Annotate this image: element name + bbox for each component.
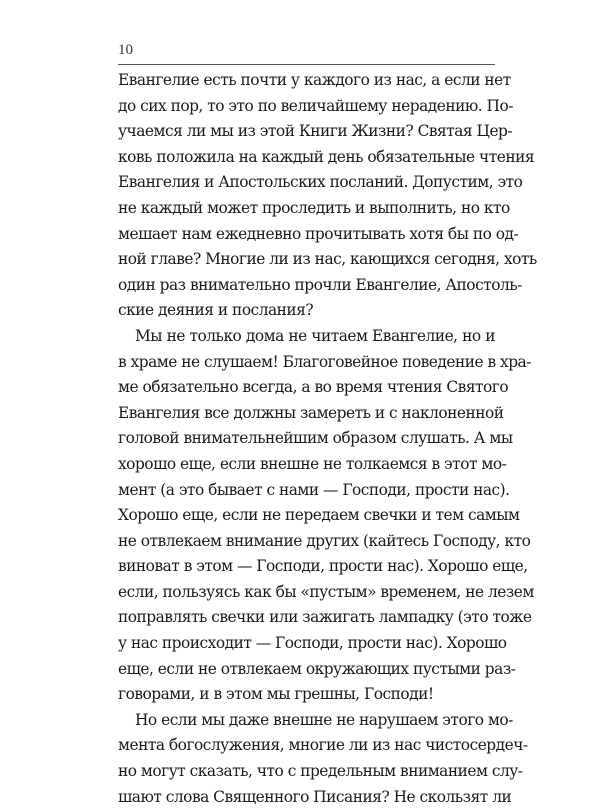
- text-line: Хорошо еще, если не передаем свечки и тем самым: [118, 506, 520, 525]
- text-body: [118, 68, 537, 810]
- text-line: в храме не слушаем! Благоговейное поведение в хра-: [118, 352, 531, 371]
- text-line: но могут сказать, что с предельным вниманием слу-: [118, 762, 523, 781]
- text-line: хорошо еще, если внешне не толкаемся в этот мо-: [118, 454, 507, 473]
- text-line: ной главе? Многие ли из нас, кающихся сегодня, хоть: [118, 250, 537, 269]
- text-line: у нас происходит — Господи, прости нас). Хорошо: [118, 634, 507, 653]
- text-line: ковь положила на каждый день обязательные чтения: [118, 147, 535, 166]
- text-line: не отвлекаем внимание других (кайтесь Господу, кто: [118, 531, 531, 550]
- text-line: мент (а это бывает с нами — Господи, прости нас).: [118, 480, 510, 499]
- page-number: 10: [118, 42, 133, 58]
- paragraph-3: [118, 708, 528, 810]
- text-line: не каждый может проследить и выполнить, но кто: [118, 198, 510, 217]
- text-line: шают слова Священного Писания? Не скользят ли: [118, 787, 512, 806]
- text-line: Мы не только дома не читаем Евангелие, но и: [135, 326, 495, 345]
- text-line: ме обязательно всегда, а во время чтения Святого: [118, 378, 509, 397]
- text-line: если, пользуясь как бы «пустым» временем, не лезем: [118, 582, 534, 601]
- text-line: головой внимательнейшим образом слушать. А мы: [118, 429, 513, 448]
- text-line: мешает нам ежедневно прочитывать хотя бы по од-: [118, 224, 519, 243]
- text-line: Евангелие есть почти у каждого из нас, а если нет: [118, 71, 511, 89]
- text-line: до сих пор, то это по величайшему нерадению. По-: [118, 96, 513, 115]
- text-line: виноват в этом — Господи, прости нас). Хорошо еще,: [118, 557, 528, 576]
- text-line: еще, если не отвлекаем окружающих пустыми раз-: [118, 659, 516, 678]
- text-line: Евангелия и Апостольских посланий. Допустим, это: [118, 173, 523, 192]
- text-line: говорами, и в этом мы грешны, Господи!: [118, 685, 434, 704]
- paragraph-1: [118, 68, 537, 324]
- text-line: Евангелия все должны замереть и с наклоненной: [118, 403, 504, 422]
- paragraph-2: [118, 324, 534, 708]
- header-rule: [118, 64, 495, 65]
- text-line: мента богослужения, многие ли из нас чистосердеч-: [118, 736, 528, 755]
- text-line: ские деяния и послания?: [118, 301, 314, 320]
- text-line: Но если мы даже внешне не нарушаем этого мо-: [135, 710, 513, 729]
- text-line: один раз внимательно прочли Евангелие, Апостоль-: [118, 275, 522, 294]
- text-line: учаемся ли мы из этой Книги Жизни? Святая Цер-: [118, 122, 513, 141]
- text-line: поправлять свечки или зажигать лампадку (это тоже: [118, 608, 532, 627]
